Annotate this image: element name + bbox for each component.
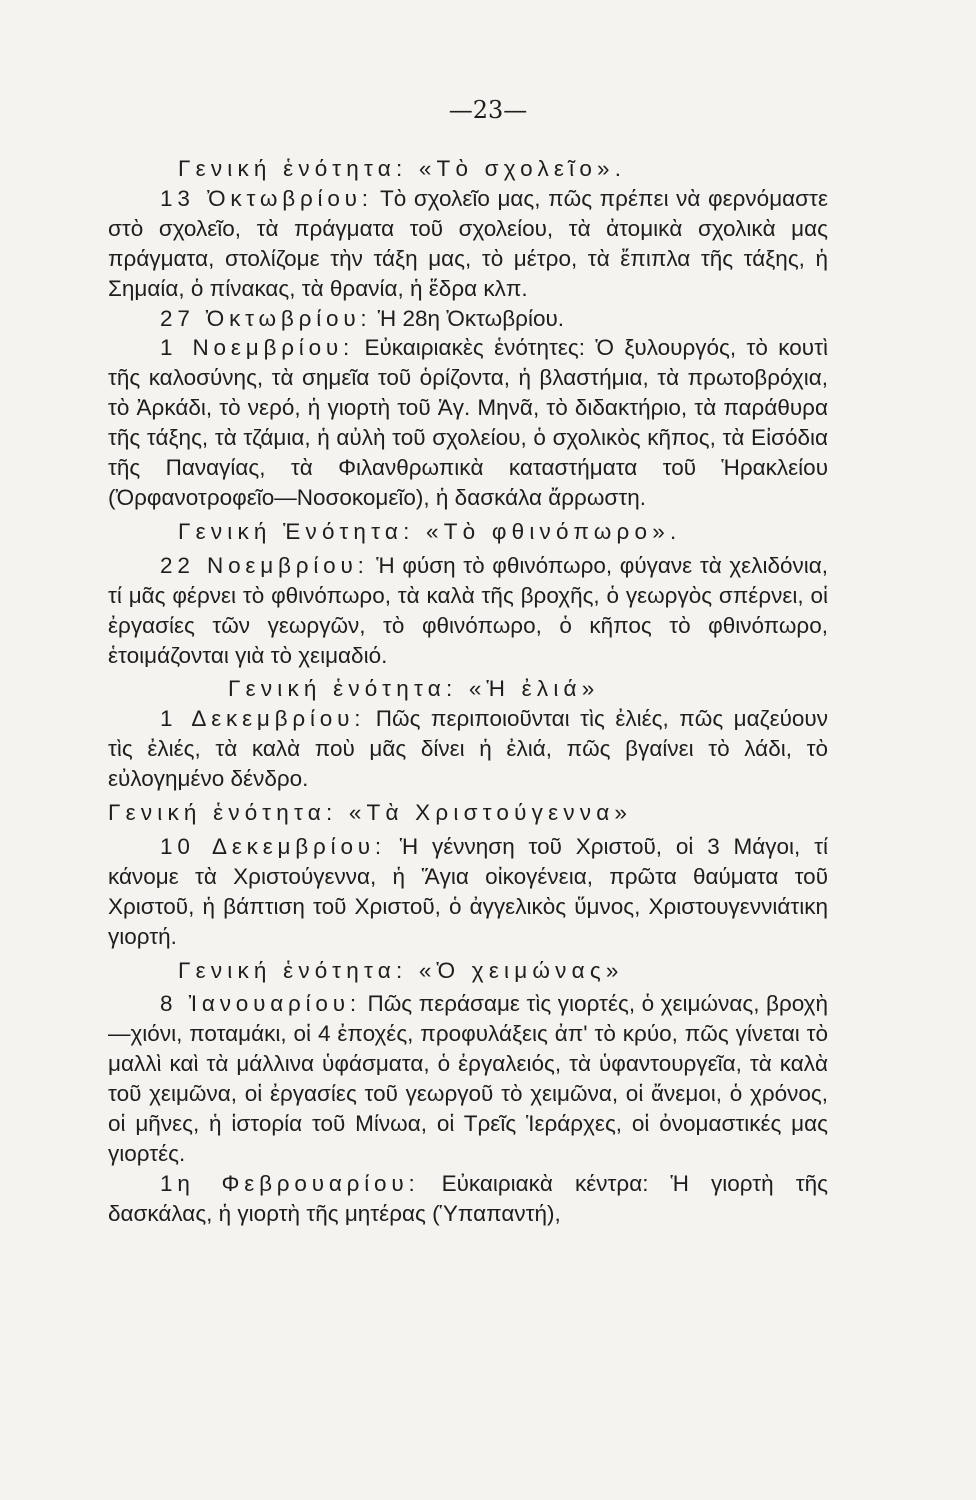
entry-text: Ἡ γέννηση τοῦ Χριστοῦ, οἱ 3 Μάγοι, τί κάνομε τὰ Χριστούγεννα, ἡ Ἅγια οἰκογένεια, πρῶτα θαύματα τοῦ Χριστοῦ, ἡ βάπτιση τοῦ Χριστοῦ, ὁ ἀγγελικὸς ὕμνος, Χριστουγεννιάτικη γιορτή. xyxy=(108,833,828,949)
entry-text: Εὐκαιριακὰ κέντρα: Ἡ γιορτὴ τῆς δασκάλας, ἡ γιορτὴ τῆς μητέρας (Ὑπαπαντή), xyxy=(108,1170,828,1226)
entry-13-october xyxy=(108,184,828,304)
entry-date: 13 Ὀκτωβρίου: xyxy=(160,185,373,211)
entry-text: Ἡ 28η Ὀκτωβρίου. xyxy=(377,305,565,331)
entry-date: 27 Ὀκτωβρίου: xyxy=(160,305,372,331)
entry-date: 1η Φεβρουαρίου: xyxy=(160,1170,420,1196)
unit-heading-winter: Γενική ἑνότητα: «Ὁ χειμώνας» xyxy=(178,957,624,983)
unit-heading-school: Γενική ἑνότητα: «Τὸ σχολεῖο». xyxy=(178,156,627,181)
unit-heading-christmas: Γενική ἑνότητα: «Τὰ Χριστούγεννα» xyxy=(108,800,633,826)
entry-text: Εὐκαιριακὲς ἑνότητες: Ὁ ξυλουργός, τὸ κουτὶ τῆς καλοσύνης, τὰ σημεῖα τοῦ ὁρίζοντα, ἡ βλαστήμια, τὰ πρωτοβρόχια, τὸ Ἀρκάδι, τὸ νερό, ἡ γιορτὴ τοῦ Ἁγ. Μηνᾶ, τὸ διδακτήριο, τὰ παράθυρα τῆς τάξης, τὰ τζάμια, ἡ αὐλὴ τοῦ σχολείου, ὁ σχολικὸς κῆπος, τὰ Εἰσόδια τῆς Παναγίας, τὰ Φιλανθρωπικὰ καταστήματα τοῦ Ἡρακλείου (Ὀρφανοτροφεῖο—Νοσοκομεῖο), ἡ δασκάλα ἄρρωστη. xyxy=(108,335,828,510)
entry-text: Πῶς περιποιοῦνται τὶς ἐλιές, πῶς μαζεύουν τὶς ἐλιές, τὰ καλὰ ποὺ μᾶς δίνει ἡ ἐλιά, πῶς βγαίνει τὸ λάδι, τὸ εὐλογημένο δένδρο. xyxy=(108,706,828,792)
entry-date: 10 Δεκεμβρίου: xyxy=(160,833,386,859)
unit-heading-autumn: Γενική Ἑνότητα: «Τὸ φθινόπωρο». xyxy=(178,518,682,544)
entry-date: 22 Νοεμβρίου: xyxy=(160,552,369,578)
curriculum-text xyxy=(108,154,828,1229)
page-number: —23— xyxy=(448,96,528,124)
entry-date: 8 Ἰανουαρίου: xyxy=(160,991,361,1017)
entry-10-december xyxy=(108,832,828,952)
entry-1-february xyxy=(108,1169,828,1229)
entry-27-october xyxy=(108,304,828,334)
entry-text: Πῶς περάσαμε τὶς γιορτές, ὁ χειμώνας, βροχὴ—χιόνι, ποταμάκι, οἱ 4 ἐποχές, προφυλάξεις ἀπ' τὸ κρύο, πῶς γίνεται τὸ μαλλὶ καὶ τὰ μάλλινα ὑφάσματα, ὁ ἐργαλειός, τὰ ὑφαντουργεῖα, τὰ καλὰ τοῦ χειμῶνα, οἱ ἐργασίες τοῦ γεωργοῦ τὸ χειμῶνα, οἱ ἄνεμοι, ὁ χρόνος, οἱ μῆνες, ἡ ἱστορία τοῦ Μίνωα, οἱ Τρεῖς Ἱεράρχες, οἱ ὀνομαστικές μας γιορτές. xyxy=(108,991,828,1166)
entry-8-january xyxy=(108,989,828,1168)
entry-22-november xyxy=(108,551,828,671)
entry-date: 1 Δεκεμβρίου: xyxy=(160,706,366,732)
entry-text: Ἡ φύση τὸ φθινόπωρο, φύγανε τὰ χελιδόνια, τί μᾶς φέρνει τὸ φθινόπωρο, τὰ καλὰ τῆς βροχῆς, ὁ γεωργὸς σπέρνει, οἱ ἐργασίες τῶν γεωργῶν, τὸ φθινόπωρο, ὁ κῆπος τὸ φθινόπωρο, ἑτοιμάζονται γιὰ τὸ χειμαδιό. xyxy=(108,552,828,668)
unit-heading-olive: Γενική ἑνότητα: «Ἡ ἐλιά» xyxy=(228,676,600,702)
entry-1-november xyxy=(108,333,828,512)
entry-date: 1 Νοεμβρίου: xyxy=(160,335,355,361)
entry-text: Τὸ σχολεῖο μας, πῶς πρέπει νὰ φερνόμαστε στὸ σχολεῖο, τὰ πράγματα τοῦ σχολείου, τὰ ἀτομικὰ σχολικὰ μας πράγματα, στολίζομε τὴν τάξη μας, τὸ μέτρο, τὰ ἔπιπλα τῆς τάξης, ἡ Σημαία, ὁ πίνακας, τὰ θρανία, ἡ ἕδρα κλπ. xyxy=(108,185,828,301)
entry-1-december xyxy=(108,704,828,794)
